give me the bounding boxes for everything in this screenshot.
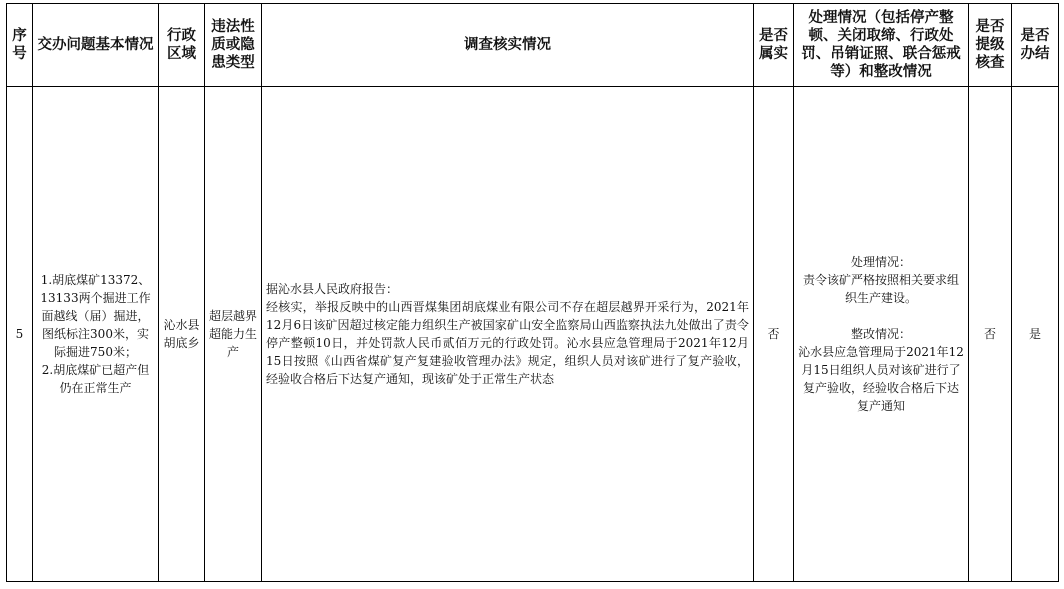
cell-is-true: 否 bbox=[754, 87, 794, 582]
cell-region: 沁水县胡底乡 bbox=[159, 87, 205, 582]
header-seq: 序号 bbox=[7, 4, 33, 87]
header-escalate: 是否提级核查 bbox=[969, 4, 1012, 87]
header-row bbox=[7, 4, 1059, 87]
header-investigation: 调查核实情况 bbox=[262, 4, 754, 87]
cell-seq: 5 bbox=[7, 87, 33, 582]
document-page bbox=[6, 3, 1058, 582]
cell-issue: 1.胡底煤矿13372、13133两个掘进工作面越线（届）掘进，图纸标注300米，实际掘进750米； 2.胡底煤矿已超产但仍在正常生产 bbox=[33, 87, 159, 582]
cell-done: 是 bbox=[1012, 87, 1059, 582]
header-issue: 交办问题基本情况 bbox=[33, 4, 159, 87]
cell-handling: 处理情况： 责令该矿严格按照相关要求组织生产建设。 整改情况： 沁水县应急管理局于2021年12月15日组织人员对该矿进行了复产验收，经验收合格后下达复产通知 bbox=[794, 87, 969, 582]
header-region: 行政区域 bbox=[159, 4, 205, 87]
header-done: 是否办结 bbox=[1012, 4, 1059, 87]
inspection-table bbox=[6, 3, 1059, 582]
header-violation-type: 违法性质或隐患类型 bbox=[205, 4, 262, 87]
cell-escalate: 否 bbox=[969, 87, 1012, 582]
table-row bbox=[7, 87, 1059, 582]
header-handling: 处理情况（包括停产整顿、关闭取缔、行政处罚、吊销证照、联合惩戒等）和整改情况 bbox=[794, 4, 969, 87]
cell-investigation: 据沁水县人民政府报告： 经核实，举报反映中的山西晋煤集团胡底煤业有限公司不存在超层越界开采行为，2021年12月6日该矿因超过核定能力组织生产被国家矿山安全监察局山西监察执法九处做出了责令停产整顿10日，并处罚款人民币贰佰万元的行政处罚。沁水县应急管理局于2021年12月15日按照《山西省煤矿复产复建验收管理办法》规定，组织人员对该矿进行了复产验收，经验收合格后下达复产通知，现该矿处于正常生产状态 bbox=[262, 87, 754, 582]
cell-violation-type: 超层越界超能力生产 bbox=[205, 87, 262, 582]
header-is-true: 是否属实 bbox=[754, 4, 794, 87]
